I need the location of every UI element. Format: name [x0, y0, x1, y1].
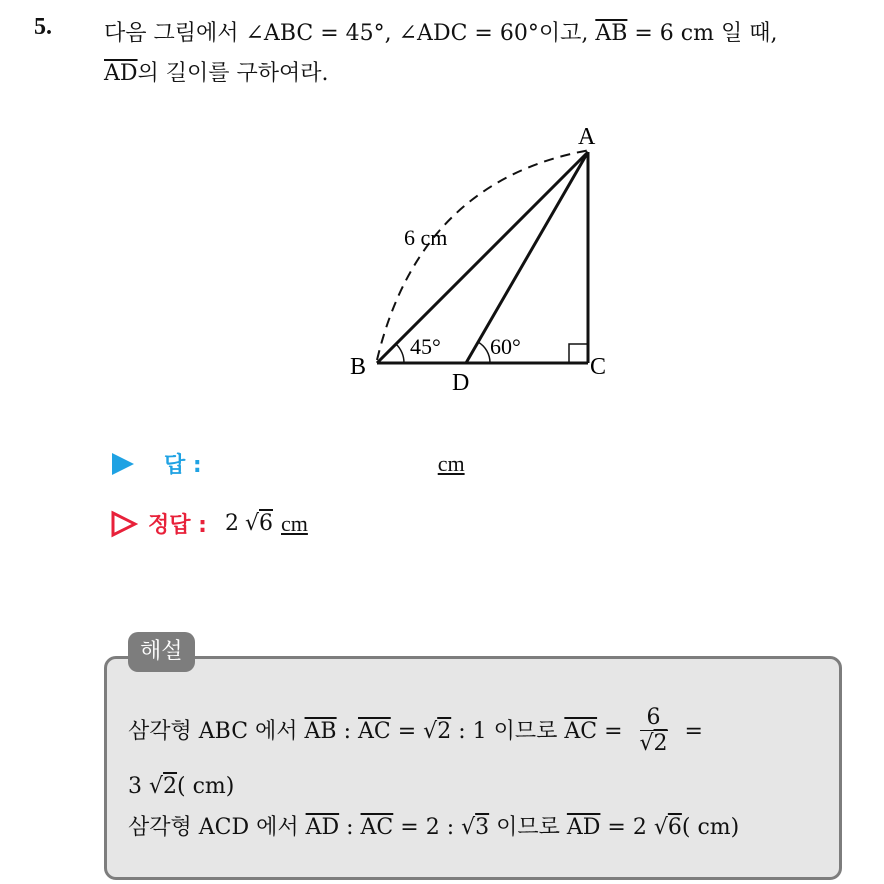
- question-text-c: 의 길이를 구하여라.: [137, 61, 329, 86]
- label-b: B: [350, 354, 367, 380]
- side-ab: [377, 152, 588, 363]
- ex1-text-b: : 1 이므로: [451, 718, 565, 744]
- question-number: 5.: [34, 14, 52, 40]
- explanation-line-2: 3 √2( cm): [128, 774, 235, 799]
- length-label-ab: 6 cm: [404, 225, 448, 250]
- ex1-eq2: =: [597, 718, 630, 744]
- ex3-rad: 3: [475, 815, 490, 840]
- answer-label: 답 :: [164, 453, 202, 478]
- label-d: D: [452, 370, 470, 396]
- ex3-text-a: 삼각형 ACD 에서: [128, 815, 306, 840]
- ex1-seg-ac2: $\overline{AC}$: [564, 718, 598, 744]
- ex2-coef: 3: [128, 774, 149, 799]
- question-text-a: 다음 그림에서 ∠ABC = 45°, ∠ADC = 60°이고,: [104, 21, 596, 46]
- question-line-1: [104, 16, 777, 47]
- angle-arc-d: [478, 342, 490, 363]
- ex1-eq: =: [390, 718, 424, 744]
- segment-ad: $\overline{AD}$: [104, 61, 138, 86]
- ex3-text-b: = 2 :: [393, 815, 462, 840]
- play-triangle-icon: [110, 451, 136, 477]
- right-angle-mark: [569, 344, 588, 363]
- ex3-text-c: 이므로: [489, 815, 567, 840]
- correct-answer-label: 정답 :: [148, 513, 207, 538]
- angle-label-b: 45°: [410, 334, 441, 359]
- answer-correct-row: 정답 : 2 √ 6 cm: [110, 508, 308, 539]
- question-line-2: [104, 56, 329, 87]
- triangle-figure: [340, 118, 640, 398]
- explanation-box: [104, 656, 842, 880]
- ex2-unit: ( cm): [177, 774, 235, 799]
- ex3-colon: :: [339, 815, 361, 840]
- outline-triangle-icon: [110, 510, 138, 538]
- label-c: C: [590, 354, 607, 380]
- question-text-b: = 6 cm 일 때,: [627, 21, 778, 46]
- ex3-seg-ad: $\overline{AD}$: [305, 815, 340, 840]
- answer-unit: cm: [437, 450, 465, 476]
- correct-answer-unit: cm: [281, 510, 308, 536]
- ex2-rad: 2: [163, 774, 178, 799]
- correct-answer-coef: 2: [224, 511, 239, 536]
- ex1-rad: 2: [437, 718, 452, 744]
- ex1-fraction: [640, 706, 668, 758]
- ex3-seg-ac: $\overline{AC}$: [360, 815, 394, 840]
- ex1-frac-num: 6: [640, 706, 668, 731]
- ex3-seg-ad2: $\overline{AD}$: [566, 815, 601, 840]
- angle-label-d: 60°: [490, 334, 521, 359]
- ex3-rad2: 6: [667, 815, 682, 840]
- ex1-colon: :: [336, 718, 359, 744]
- ex1-text-a: 삼각형 ABC 에서: [128, 718, 305, 744]
- explanation-line-1: 삼각형 ABC 에서 $\overline{AB}$ : $\overline{AC} = √2$ : 1 이므로 $\overline{AC}$ = $\frac{6}{√2}$ =: [128, 705, 703, 757]
- ex3-unit: ( cm): [681, 815, 740, 840]
- explanation-tag: 해설: [128, 632, 195, 672]
- ex1-frac-den-rad: 2: [653, 731, 668, 757]
- ex1-frac-den: √2: [639, 731, 668, 757]
- ex1-end: =: [677, 718, 703, 744]
- correct-answer-rad: 6: [259, 511, 273, 536]
- answer-blank-row: [110, 448, 465, 479]
- explanation-line-3: 삼각형 ACD 에서 $\overline{AD}$ : $\overline{AC} = 2$ : √3 이므로 $\overline{AD} = 2$ √6( cm): [128, 815, 740, 840]
- segment-ab: $\overline{AB}$: [595, 21, 628, 46]
- ex1-seg-ac: $\overline{AC}$: [358, 718, 391, 744]
- label-a: A: [578, 124, 596, 150]
- angle-arc-b: [396, 344, 404, 363]
- ex1-seg-ab: $\overline{AB}$: [304, 718, 337, 744]
- ex3-eq: = 2: [600, 815, 654, 840]
